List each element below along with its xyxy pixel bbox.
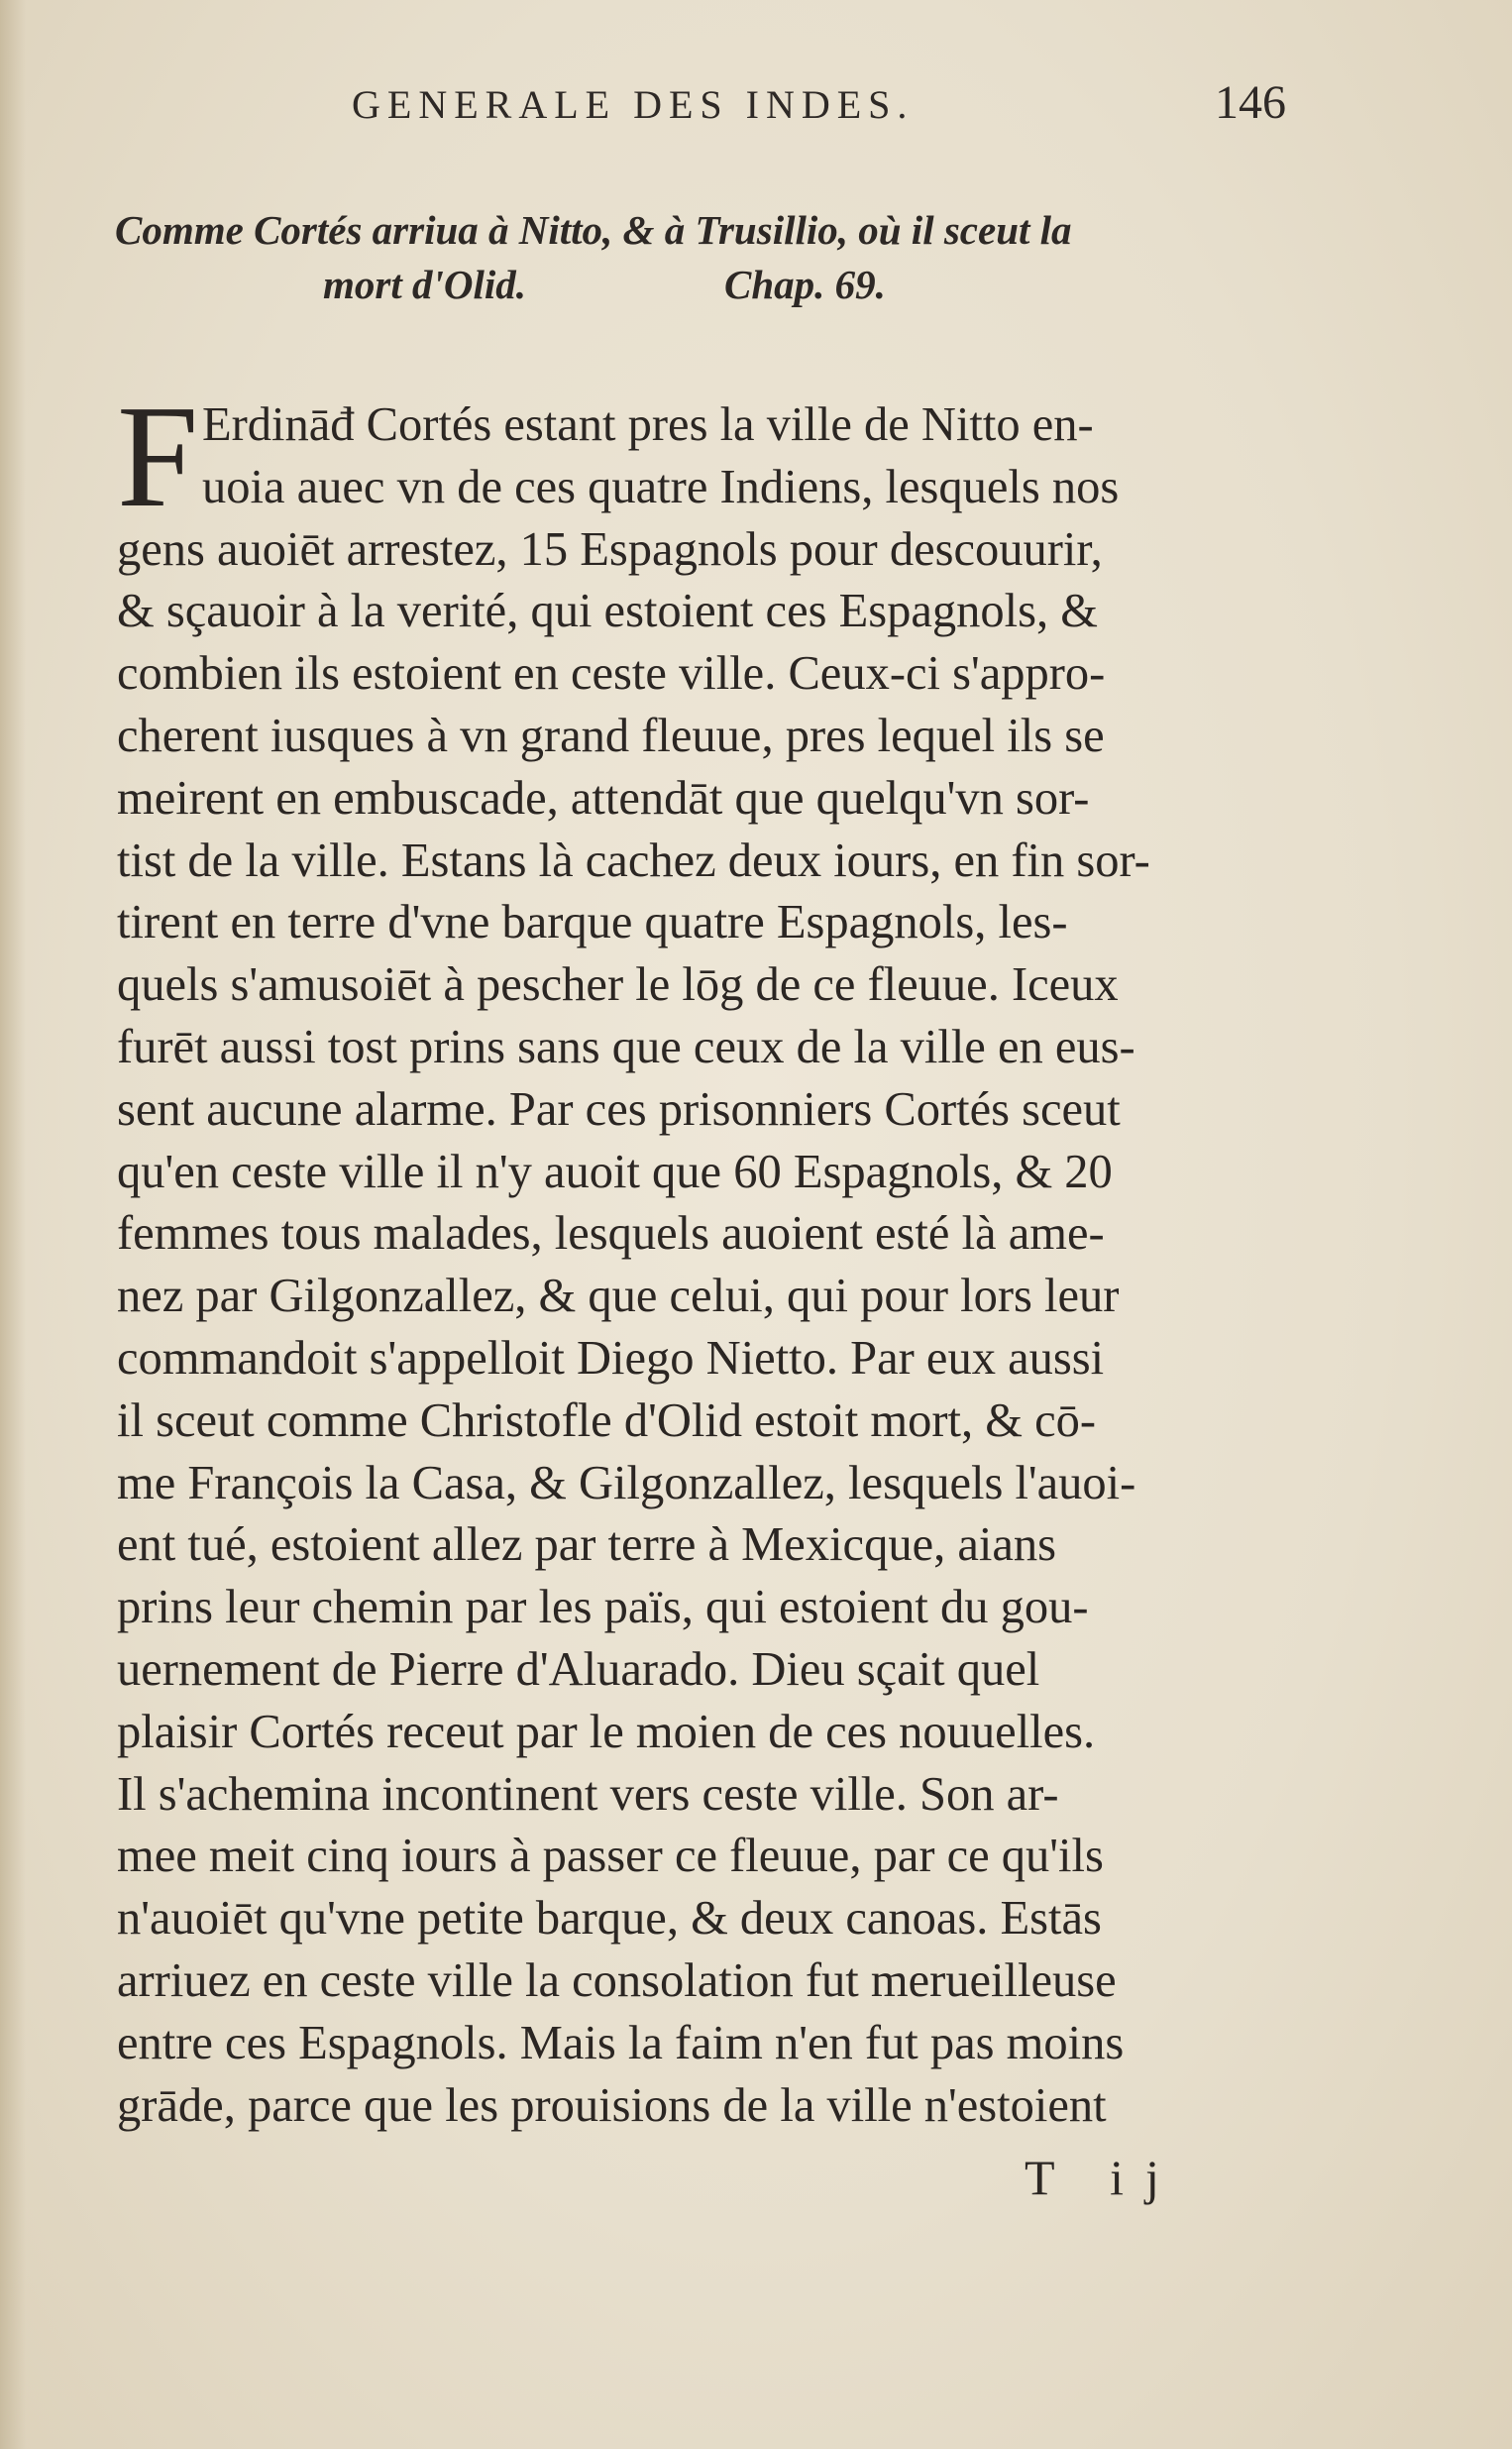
text-line: femmes tous malades, lesquels auoient esté là ame- [117, 1207, 1105, 1261]
text-line: sent aucune alarme. Par ces prisonniers Cortés sceut [117, 1082, 1121, 1136]
text-line: meirent en embuscade, attendāt que quelqu'vn sor- [117, 771, 1090, 825]
text-line: nez par Gilgonzallez, & que celui, qui pour lors leur [117, 1270, 1120, 1323]
running-head: GENERALE DES INDES. [352, 82, 915, 127]
chapter-title-line-2: mort d'Olid. [323, 262, 527, 307]
text-line: commandoit s'appelloit Diego Nietto. Par eux aussi [117, 1331, 1105, 1385]
signature-mark: T ij [1025, 2150, 1181, 2205]
text-line: me François la Casa, & Gilgonzallez, lesquels l'auoi- [117, 1456, 1136, 1509]
text-line: arriuez en ceste ville la consolation fut merueilleuse [117, 1953, 1117, 2007]
text-line: grāde, parce que les prouisions de la ville n'estoient [117, 2078, 1107, 2132]
text-line: n'auoiēt qu'vne petite barque, & deux canoas. Estās [117, 1892, 1102, 1946]
text-line: gens auoiēt arrestez, 15 Espagnols pour descouurir, [117, 522, 1103, 576]
text-line: il sceut comme Christofle d'Olid estoit mort, & cō- [117, 1393, 1096, 1447]
text-line: mee meit cinq iours à passer ce fleuue, par ce qu'ils [117, 1830, 1104, 1883]
drop-cap: F [117, 376, 199, 538]
text-line: cherent iusques à vn grand fleuue, pres lequel ils se [117, 709, 1105, 762]
text-line: uernement de Pierre d'Aluarado. Dieu sçait quel [117, 1642, 1040, 1696]
text-line: plaisir Cortés receut par le moien de ces nouuelles. [117, 1705, 1096, 1758]
chapter-heading [115, 203, 1304, 312]
text-line: entre ces Espagnols. Mais la faim n'en fut pas moins [117, 2016, 1125, 2069]
page-number: 146 [1215, 76, 1286, 129]
chapter-title-line-2-wrap [115, 258, 1304, 312]
text-line: Erdināđ Cortés estant pres la ville de Nitto en- [202, 398, 1094, 451]
text-line: tirent en terre d'vne barque quatre Espagnols, les- [117, 896, 1068, 949]
text-line: qu'en ceste ville il n'y auoit que 60 Espagnols, & 20 [117, 1145, 1113, 1198]
chapter-title-line-1: Comme Cortés arriua à Nitto, & à Trusillio, où il sceut la [115, 207, 1072, 253]
text-line: combien ils estoient en ceste ville. Ceux-ci s'appro- [117, 647, 1106, 701]
text-line: & sçauoir à la verité, qui estoient ces Espagnols, & [117, 585, 1098, 638]
text-line: Il s'achemina incontinent vers ceste ville. Son ar- [117, 1767, 1059, 1821]
text-line: furēt aussi tost prins sans que ceux de la ville en eus- [117, 1020, 1135, 1073]
chapter-number: Chap. 69. [724, 262, 886, 307]
text-line: prins leur chemin par les païs, qui estoient du gou- [117, 1581, 1089, 1634]
text-line: quels s'amusoiēt à pescher le lōg de ce fleuue. Iceux [117, 958, 1119, 1012]
text-line: uoia auec vn de ces quatre Indiens, lesquels nos [202, 460, 1120, 513]
text-line: ent tué, estoient allez par terre à Mexicque, aians [117, 1518, 1056, 1572]
text-line: tist de la ville. Estans là cachez deux iours, en fin sor- [117, 834, 1150, 887]
body-text [117, 376, 1326, 2137]
